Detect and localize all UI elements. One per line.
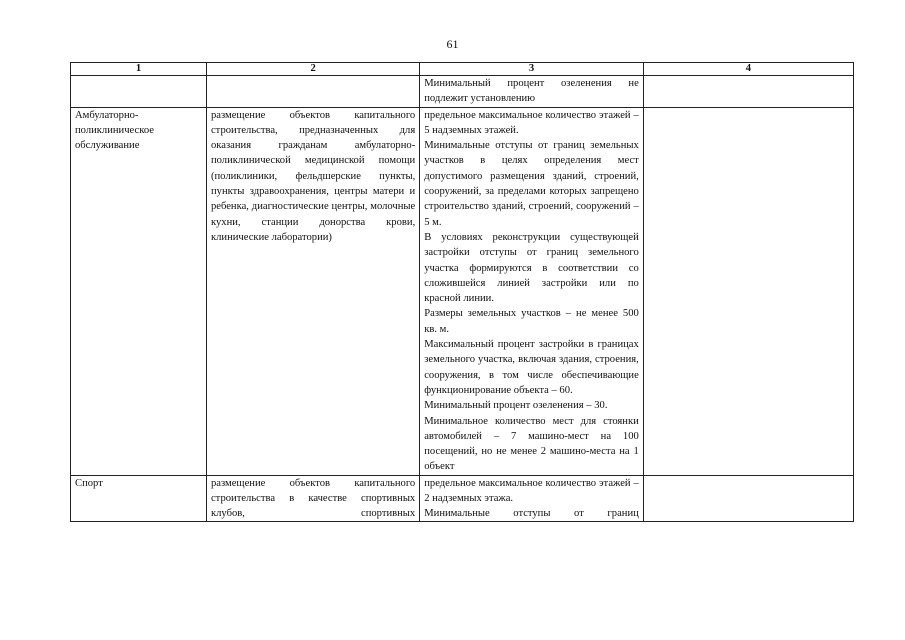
- parameter-text: Минимальный процент озеленения не подлежит установлению: [424, 78, 639, 105]
- parameter-text: В условиях реконструкции существующей застройки отступы от границ земельного участка формируются в соответствии со сложившейся линией застройки или по красной линии.: [424, 231, 639, 305]
- parameter-text: предельное максимальное количество этажей – 5 надземных этажей.: [424, 109, 639, 136]
- cell-empty: [71, 76, 207, 108]
- cell-use-type: [71, 475, 207, 521]
- header-col-3: 3: [420, 63, 644, 76]
- parameter-text: Минимальное количество мест для стоянки автомобилей – 7 машино-мест на 100 посещений, но не менее 2 машино-места на 1 объект: [424, 415, 639, 473]
- header-col-2: 2: [206, 63, 419, 76]
- parameter-text: Минимальный процент озеленения – 30.: [424, 400, 608, 412]
- table-row: [71, 475, 854, 521]
- cell-use-type: [71, 107, 207, 475]
- cell-notes: [643, 475, 853, 521]
- clipped-text: [424, 476, 639, 521]
- cell-parameters: [420, 475, 644, 521]
- cell-parameters: [420, 76, 644, 108]
- use-description: размещение объектов капитального строительства, предназначенных для оказания гражданам амбулаторно-поликлинической медицинской помощи (поликлиники, фельдшерские пункты, пункты здравоохранения, центры матери и ребенка, диагностические центры, молочные кухни, станции донорства крови, клинические лаборатории): [210, 109, 416, 243]
- use-description: размещение объектов капитального строительства в качестве спортивных клубов, спортивных: [210, 477, 416, 520]
- cell-parameters: [420, 107, 644, 475]
- page-number: 61: [446, 37, 459, 51]
- regulations-table: [70, 62, 854, 522]
- table-row-continued: [71, 76, 854, 108]
- header-row: [71, 63, 854, 76]
- parameter-text: Минимальные отступы от границ: [424, 508, 639, 520]
- header-col-4: 4: [643, 63, 853, 76]
- use-type-name: Спорт: [75, 477, 103, 489]
- parameter-text: Максимальный процент застройки в границах земельного участка, включая здания, строения, сооружения, в том числе обеспечивающие функционирование объекта – 60.: [424, 339, 639, 396]
- cell-empty: [643, 76, 853, 108]
- cell-empty: [206, 76, 419, 108]
- header-col-1: 1: [71, 63, 207, 76]
- parameter-text: Размеры земельных участков – не менее 500 кв. м.: [424, 308, 639, 335]
- parameter-text: Минимальные отступы от границ земельных участков в целях определения мест допустимого размещения зданий, строений, сооружений, за пределами которых запрещено строительство зданий, строений, сооружений – 5 м.: [424, 140, 639, 228]
- parameter-text: предельное максимальное количество этажей – 2 надземных этажа.: [424, 477, 639, 505]
- cell-notes: [643, 107, 853, 475]
- cell-description: [206, 475, 419, 521]
- clipped-text: [211, 476, 415, 521]
- cell-description: [206, 107, 419, 475]
- table-row: [71, 107, 854, 475]
- use-type-name: Амбулаторно-поликлиническое обслуживание: [75, 109, 154, 152]
